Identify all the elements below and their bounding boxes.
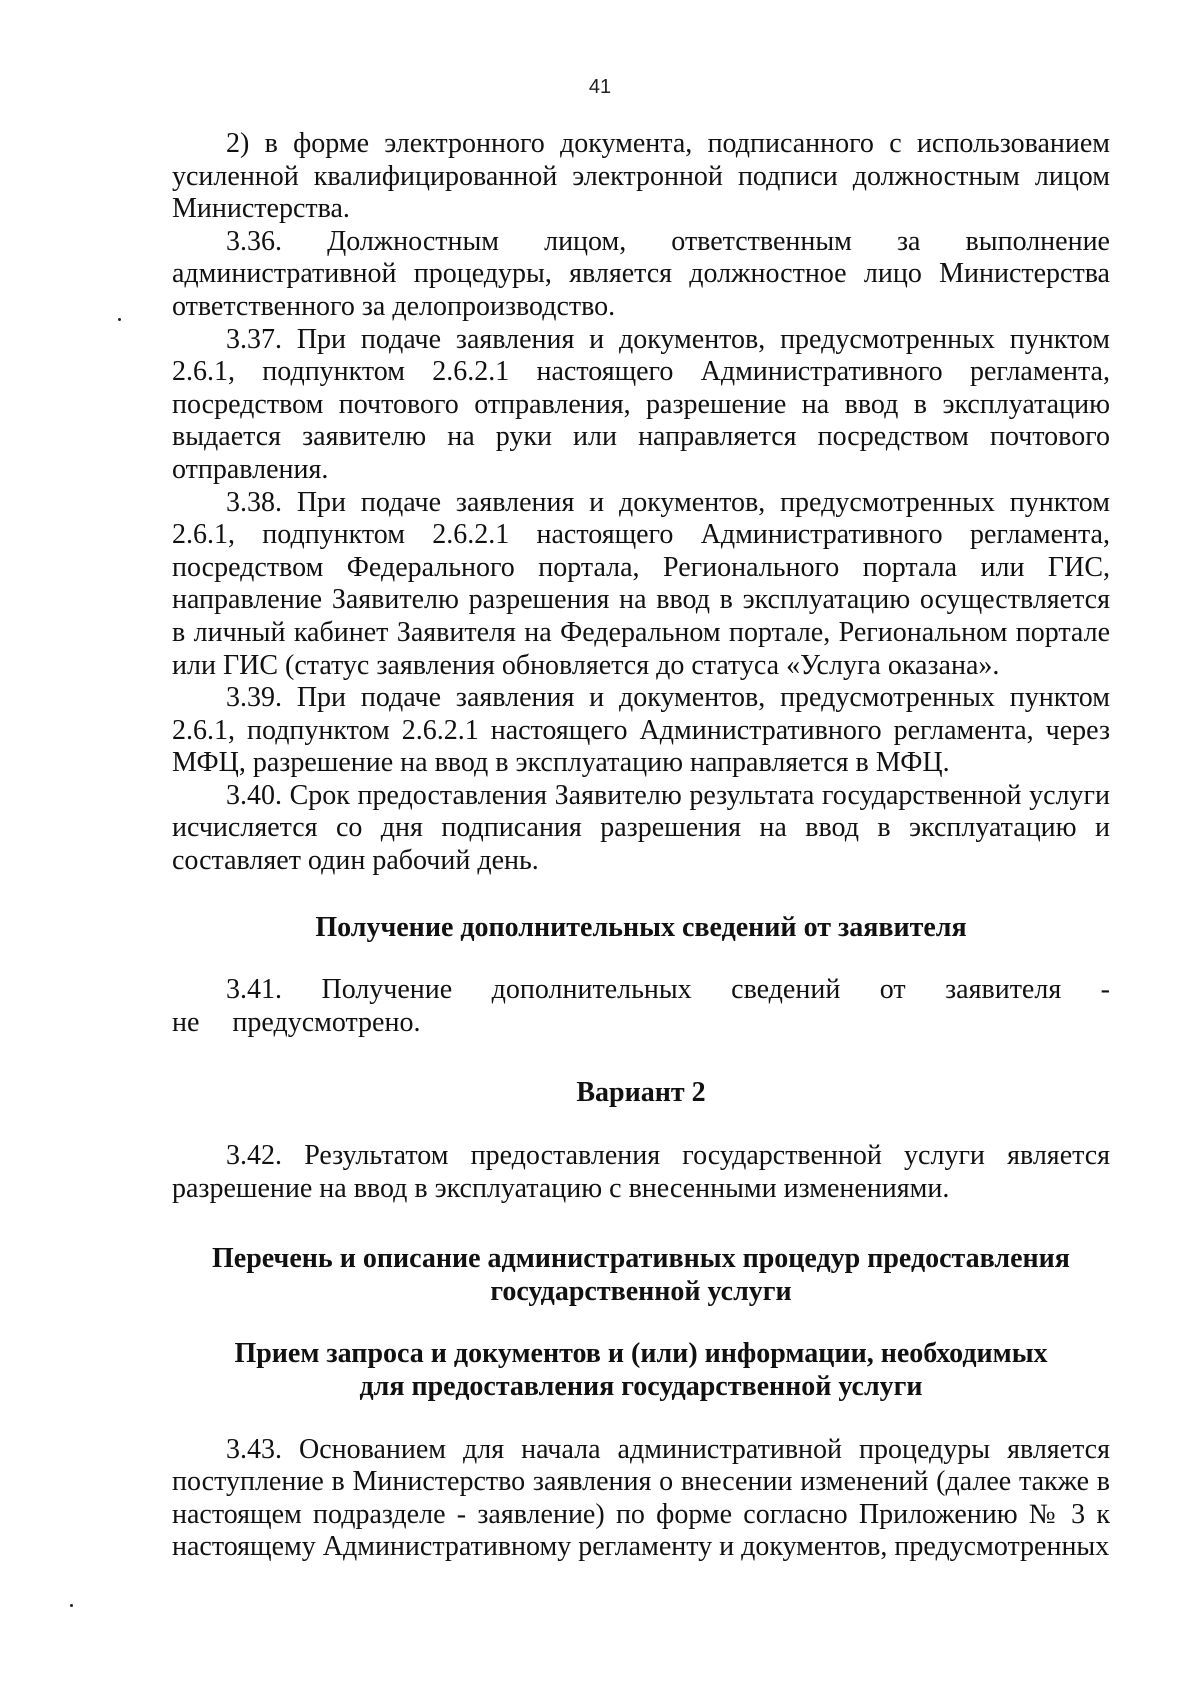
paragraph-3-43: 3.43. Основанием для начала административной процедуры является поступление в Министерство заявления о внесении изменений (далее также в настоящем подразделе - заявление) по форме согласно Приложению № 3 к настоящему Административному регламенту и документов, предусмотренных	[172, 1433, 1110, 1563]
paragraph-3-37: 3.37. При подаче заявления и документов, предусмотренных пунктом 2.6.1, подпунктом 2.6.2.1 настоящего Административного регламента, посредством почтового отправления, разрешение на ввод в эксплуатацию выдается заявителю на руки или направляется посредством почтового отправления.	[172, 323, 1110, 485]
section-heading-reception-line-2: для предоставления государственной услуги	[359, 1371, 923, 1402]
paragraph-3-38: 3.38. При подаче заявления и документов, предусмотренных пунктом 2.6.1, подпунктом 2.6.2.1 настоящего Административного регламента, посредством Федерального портала, Регионального портала или ГИС, направление Заявителю разрешения на ввод в эксплуатацию осуществляется в личный кабинет Заявителя на Федеральном портале, Региональном портале или ГИС (статус заявления обновляется до статуса «Услуга оказана».	[172, 486, 1110, 681]
paragraph-3-40: 3.40. Срок предоставления Заявителю результата государственной услуги исчисляется со дня подписания разрешения на ввод в эксплуатацию и составляет один рабочий день.	[172, 779, 1110, 877]
document-body	[172, 128, 1110, 1564]
paragraph-3-39: 3.39. При подаче заявления и документов, предусмотренных пунктом 2.6.1, подпунктом 2.6.2.1 настоящего Административного регламента, через МФЦ, разрешение на ввод в эксплуатацию направляется в МФЦ.	[172, 682, 1110, 779]
section-heading-procedures-line-1: Перечень и описание административных процедур предоставления	[212, 1243, 1070, 1275]
paragraph-3-36: 3.36. Должностным лицом, ответственным за выполнение административной процедуры, является должностное лицо Министерства ответственного за делопроизводство.	[172, 225, 1110, 322]
section-heading-additional-info: Получение дополнительных сведений от заявителя	[315, 911, 967, 943]
section-heading-variant-2: Вариант 2	[576, 1077, 706, 1109]
scan-artifact-dot	[118, 318, 121, 321]
paragraph-3-42: 3.42. Результатом предоставления государственной услуги является разрешение на ввод в эксплуатацию с внесенными изменениями.	[172, 1140, 1110, 1204]
page-number: 41	[588, 76, 612, 98]
section-heading-reception-line-1: Прием запроса и документов и (или) информации, необходимых	[234, 1338, 1048, 1370]
paragraph-item-2: 2) в форме электронного документа, подписанного с использованием усиленной квалифицированной электронной подписи должностным лицом Министерства.	[172, 128, 1110, 225]
section-heading-procedures-line-2: государственной услуги	[490, 1275, 792, 1307]
paragraph-3-41: 3.41. Получение дополнительных сведений от заявителя - не предусмотрено.	[172, 974, 1110, 1038]
scan-artifact-dot	[70, 1604, 73, 1607]
